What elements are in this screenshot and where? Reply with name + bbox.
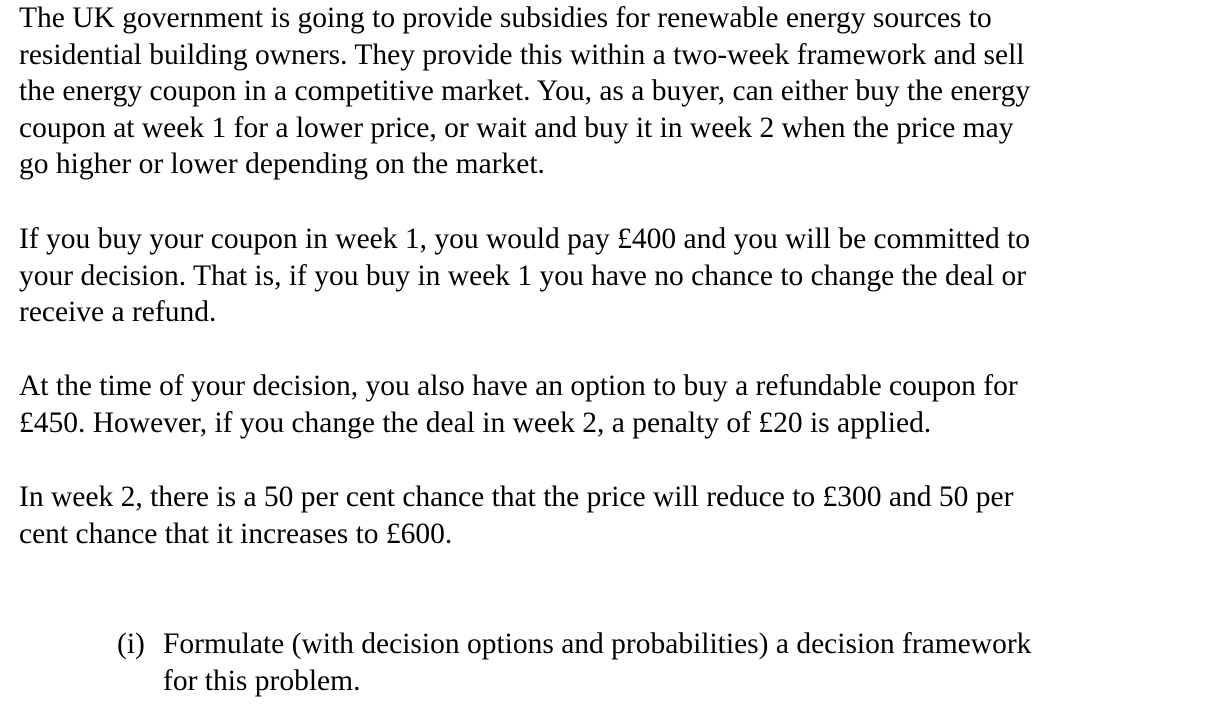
paragraph-week2-probabilities <box>19 479 1224 552</box>
question-number: (i) <box>117 628 145 660</box>
paragraph-subsidy-intro <box>19 0 1224 183</box>
paragraph-week1-purchase <box>19 221 1224 331</box>
question-text <box>163 626 1031 699</box>
text-line: residential building owners. They provide this within a two-week framework and sell <box>19 38 1025 71</box>
text-line: coupon at week 1 for a lower price, or wait and buy it in week 2 when the price may <box>19 111 1014 144</box>
text-line: go higher or lower depending on the market. <box>19 148 545 180</box>
text-line: the energy coupon in a competitive market. You, as a buyer, can either buy the energy <box>19 75 1031 107</box>
text-line: In week 2, there is a 50 per cent chance that the price will reduce to £300 and 50 per <box>19 481 1014 513</box>
text-line: £450. However, if you change the deal in week 2, a penalty of £20 is applied. <box>19 406 932 439</box>
text-line: Formulate (with decision options and probabilities) a decision framework <box>163 628 1032 660</box>
text-line: your decision. That is, if you buy in week 1 you have no chance to change the deal or <box>19 259 1027 292</box>
paragraph-refundable-option <box>19 368 1224 441</box>
text-line: receive a refund. <box>19 296 217 328</box>
text-line: If you buy your coupon in week 1, you would pay £400 and you will be committed to <box>19 223 1031 255</box>
text-line: At the time of your decision, you also have an option to buy a refundable coupon for <box>19 370 1018 402</box>
text-line: for this problem. <box>163 664 361 697</box>
text-line: cent chance that it increases to £600. <box>19 517 453 550</box>
text-line: The UK government is going to provide subsidies for renewable energy sources to <box>19 2 992 34</box>
